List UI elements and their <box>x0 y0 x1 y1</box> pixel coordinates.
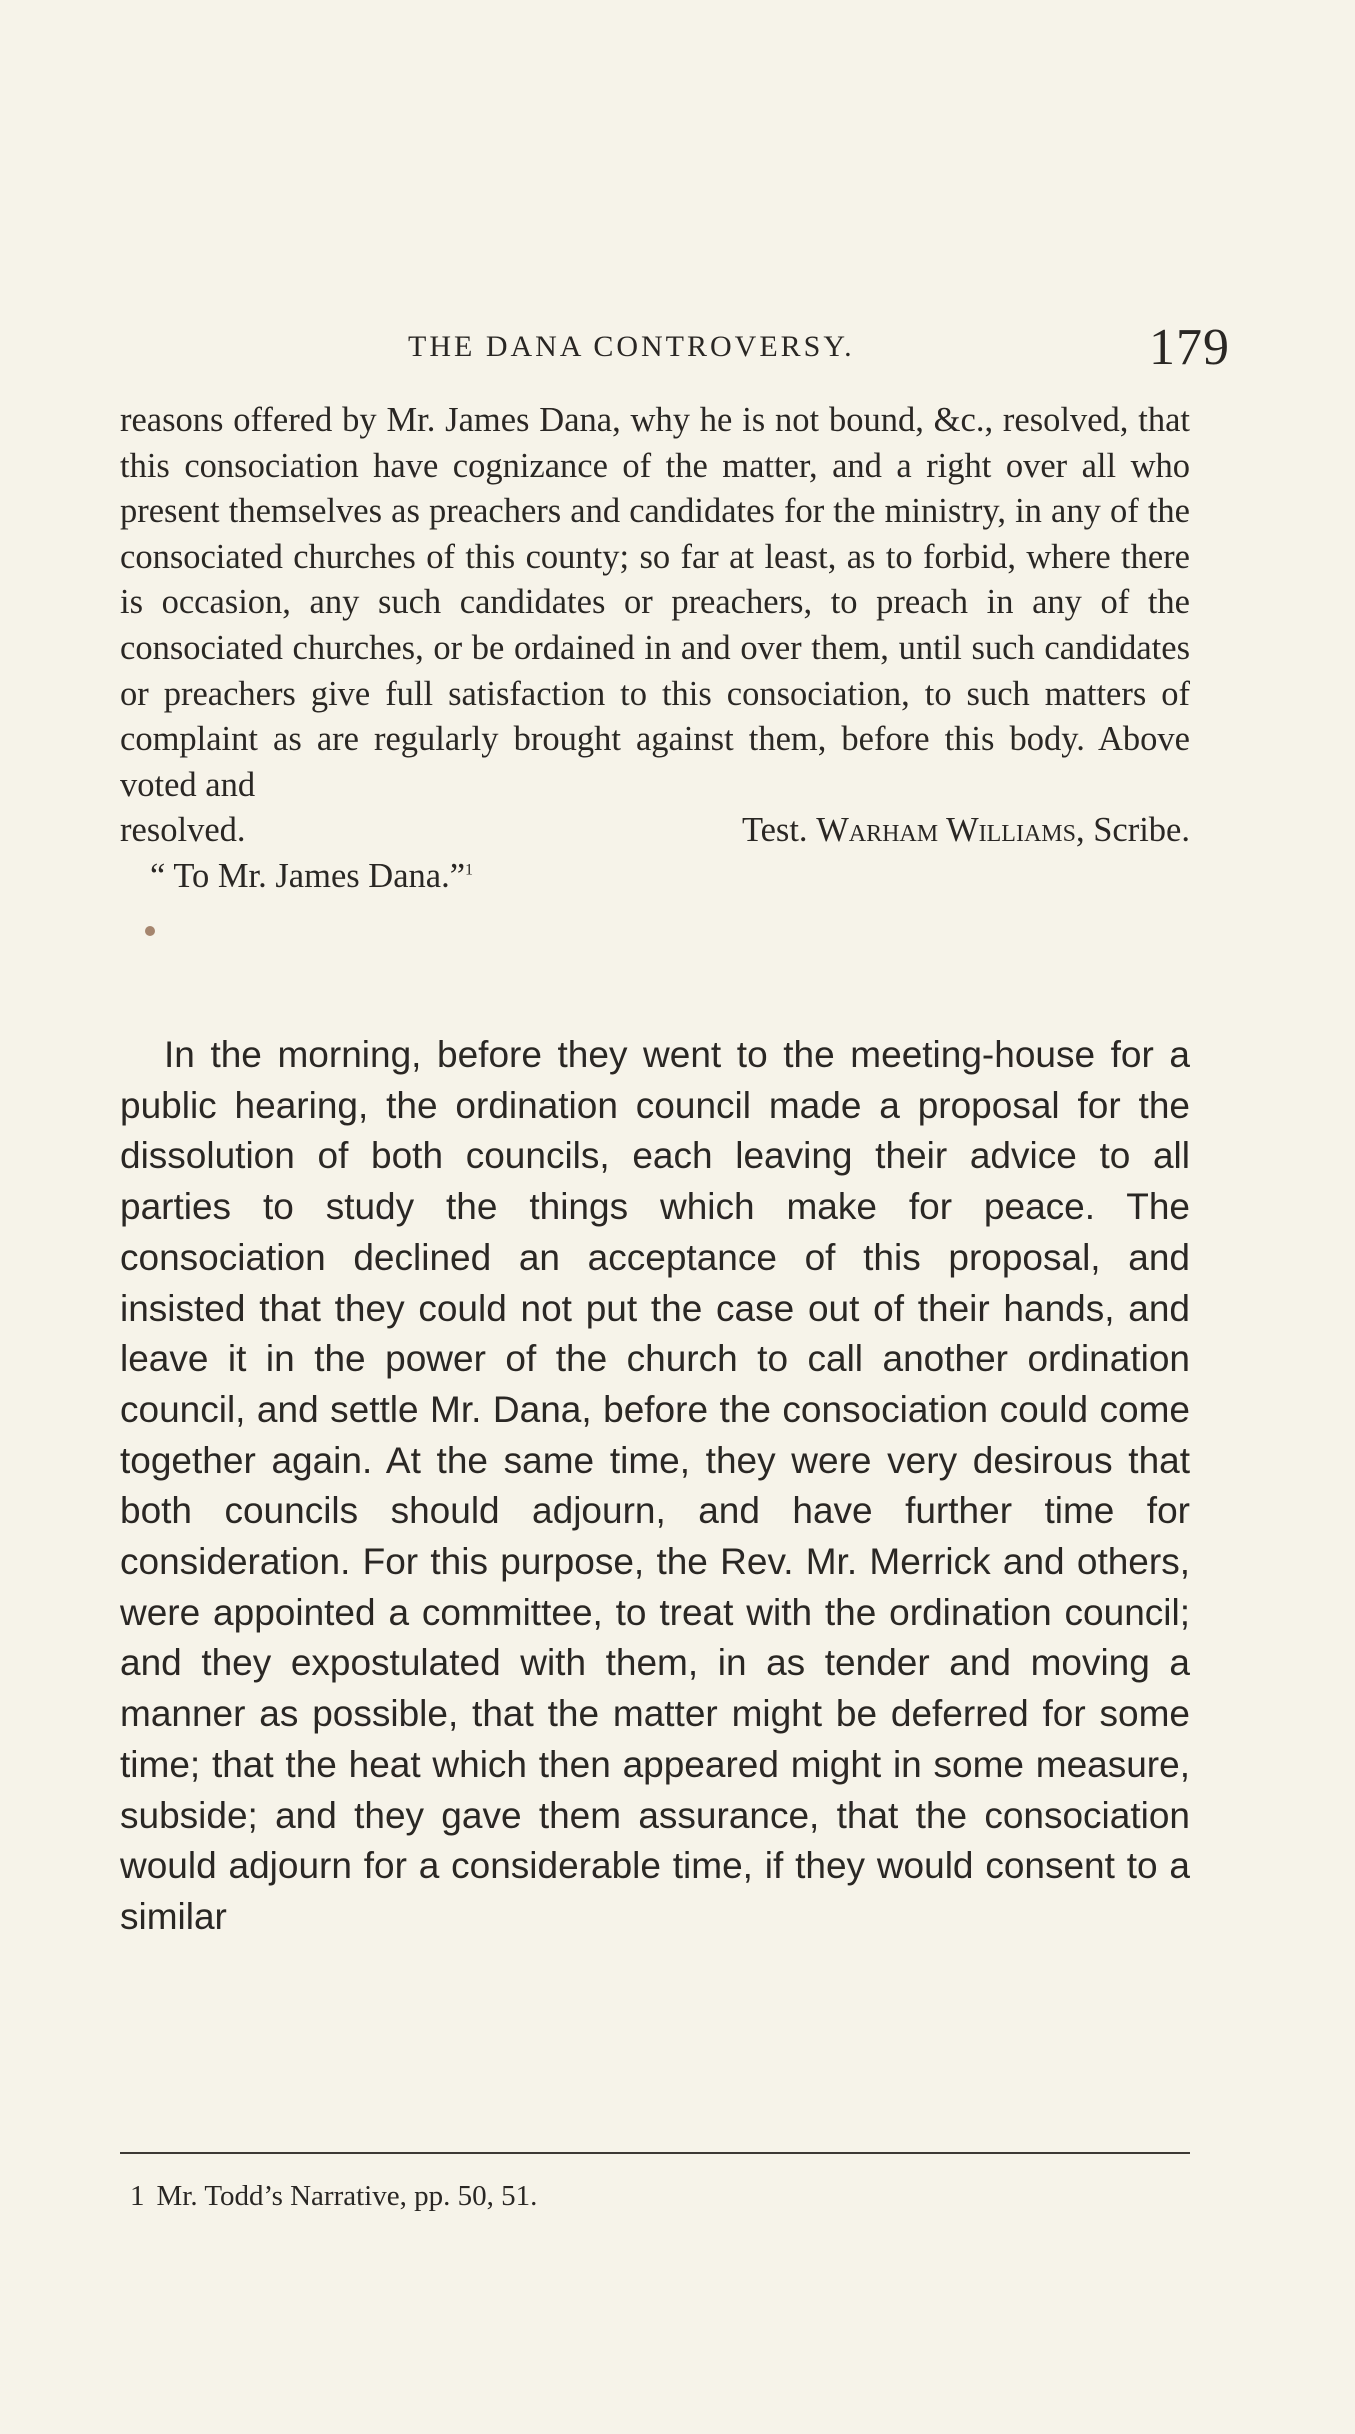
page-header <box>120 318 1230 378</box>
main-text <box>120 1030 1190 1943</box>
signer-name: Warham Williams, <box>816 811 1085 850</box>
footnote-text: Mr. Todd’s Narrative, pp. 50, 51. <box>156 2180 538 2212</box>
footnote-reference: 1 <box>465 861 474 879</box>
body-paragraph: In the morning, before they went to the meeting-house for a public hearing, the ordination council made a proposal for the dissolution of both councils, each leaving their advice to all parties to study the things which make for peace. The consociation declined an acceptance of this proposal, and insisted that they could not put the case out of their hands, and leave it in the power of the church to call another ordination council, and settle Mr. Dana, before the consociation could come together again. At the same time, they were very desirous that both councils should adjourn, and have further time for consideration. For this purpose, the Rev. Mr. Merrick and others, were appointed a committee, to treat with the ordination council; and they expostulated with them, in as tender and moving a manner as possible, that the matter might be deferred for some time; that the heat which then appeared might in some measure, subside; and they gave them assurance, that the consociation would adjourn for a considerable time, if they would consent to a similar <box>120 1034 1190 1937</box>
quoted-resolution <box>120 398 1190 900</box>
signature <box>742 808 1190 854</box>
page-number: 179 <box>1149 319 1230 376</box>
footnote <box>130 2178 537 2214</box>
footnote-number: 1 <box>130 2180 145 2212</box>
resolved-word: resolved. <box>120 811 246 850</box>
resolution-text: reasons offered by Mr. James Dana, why he is not bound, &c., resolved, that this consociation have cognizance of the matter, and a right over all who present themselves as preachers and candidates for the ministry, in any of the consociated churches of this county; so far at least, as to forbid, where there is occasion, any such candidates or preachers, to preach in any of the consociated churches, or be ordained in and over them, until such candidates or preachers give full satisfaction to this consociation, to such matters of complaint as are regularly brought against them, before this body. Above voted and <box>120 401 1190 804</box>
running-head: THE DANA CONTROVERSY. <box>408 330 855 363</box>
footnote-divider <box>120 2152 1190 2154</box>
ink-speck <box>145 926 155 936</box>
test-label: Test. <box>741 811 808 850</box>
signer-role: Scribe. <box>1093 811 1190 850</box>
addressee: “ To Mr. James Dana.” <box>150 856 466 895</box>
addressee-line <box>120 854 1190 900</box>
resolution-signature-line <box>120 808 1190 854</box>
